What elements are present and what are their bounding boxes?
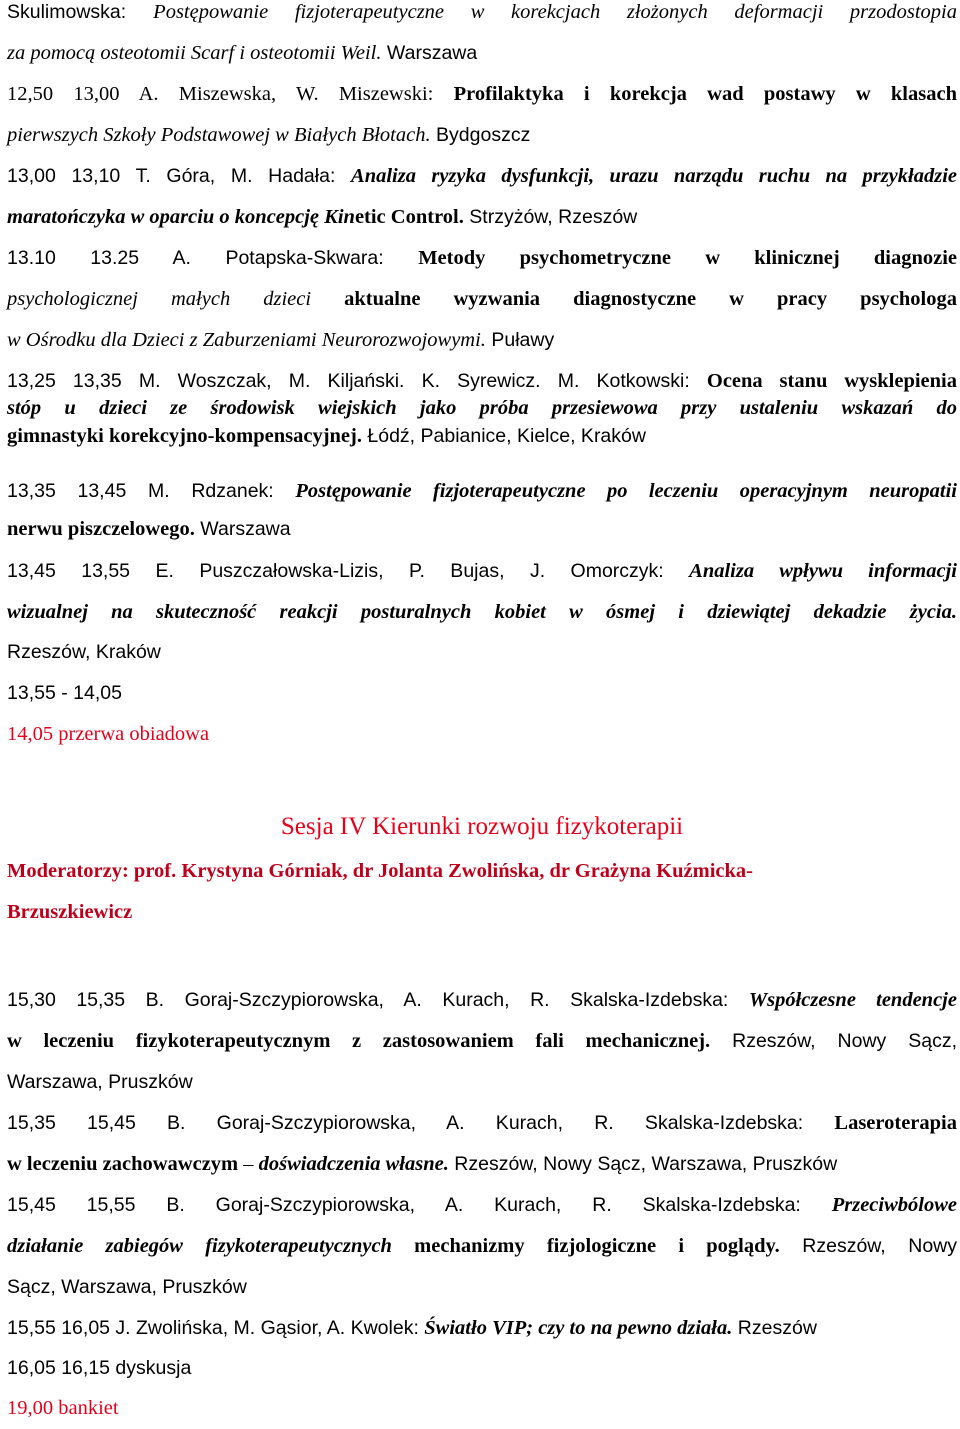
- entry-title: Ocena stanu wysklepienia: [706, 370, 957, 392]
- entry-title: Przeciwbólowe: [831, 1194, 957, 1216]
- entry-title: w leczeniu fizykoterapeutycznym z zastosowaniem fali mechanicznej.: [7, 1030, 711, 1052]
- moderators-text: Moderatorzy: prof. Krystyna Górniak, dr Jolanta Zwolińska, dr Grażyna Kuźmicka-: [7, 860, 753, 882]
- entry-6-line-2: [7, 592, 957, 633]
- entry-time-authors: 15,35 15,45 B. Goraj-Szczypiorowska, A. Kurach, R. Skalska-Izdebska:: [7, 1112, 835, 1134]
- entry-title: Analiza wpływu informacji: [689, 560, 957, 582]
- entry-time-authors: 15,45 15,55 B. Goraj-Szczypiorowska, A. Kurach, R. Skalska-Izdebska:: [7, 1194, 832, 1216]
- session-title: Sesja IV Kierunki rozwoju fizykoterapii: [280, 813, 684, 840]
- lunch-break: [7, 714, 957, 755]
- entry-place: Warszawa: [381, 42, 478, 64]
- entry-3-line-3: [7, 320, 957, 361]
- moderators-text: Brzuszkiewicz: [7, 901, 133, 923]
- entry-time-authors: 12,50 13,00 A. Miszewska, W. Miszewski:: [7, 83, 454, 105]
- entry-8-line-2: [7, 1021, 957, 1062]
- entry-title: gimnastyki korekcyjno-kompensacyjnej.: [7, 425, 362, 447]
- entry-title: w leczeniu zachowawczym: [7, 1153, 239, 1175]
- entry-place: Sącz, Warszawa, Pruszków: [7, 1276, 247, 1298]
- entry-8-line-1: [7, 980, 957, 1021]
- banquet: [7, 1388, 957, 1429]
- entry-title: w Ośrodku dla Dzieci z Zaburzeniami Neurorozwojowymi.: [7, 329, 486, 351]
- session-heading: [7, 806, 957, 847]
- entry-place: Warszawa: [194, 518, 291, 540]
- moderators-line-1: [7, 851, 957, 892]
- entry-10-line-3: [7, 1267, 957, 1308]
- entry-title: Światło VIP; czy to na pewno działa.: [424, 1317, 733, 1339]
- entry-title: Metody psychometryczne w klinicznej diagnozie: [418, 247, 958, 269]
- banquet-text: 19,00 bankiet: [7, 1397, 119, 1419]
- entry-title: stóp u dzieci ze środowisk wiejskich jako próba przesiewowa przy ustaleniu wskazań do: [7, 397, 957, 419]
- entry-time: 13,55 - 14,05: [7, 682, 122, 704]
- entry-5-line-2: [7, 509, 957, 550]
- entry-place: Bydgoszcz: [430, 124, 531, 146]
- entry-place: Strzyżów, Rzeszów: [463, 206, 638, 228]
- entry-8-line-3: [7, 1062, 957, 1103]
- entry-time-authors: 13,25 13,35 M. Woszczak, M. Kiljański. K. Syrewicz. M. Kotkowski:: [7, 370, 707, 392]
- entry-9-line-1: [7, 1103, 957, 1144]
- entry-title: etic Control.: [354, 206, 464, 228]
- entry-4-line-2: [7, 394, 957, 422]
- entry-title: mechanizmy fizjologiczne i poglądy.: [391, 1235, 780, 1257]
- entry-place: Rzeszów, Nowy Sącz, Warszawa, Pruszków: [448, 1153, 838, 1175]
- entry-6-line-3: [7, 632, 957, 673]
- entry-title: pierwszych Szkoły Podstawowej w Białych Błotach.: [7, 124, 431, 146]
- entry-10-line-2: [7, 1226, 957, 1267]
- lunch-text: 14,05 przerwa obiadowa: [7, 723, 210, 745]
- entry-title: Analiza ryzyka dysfunkcji, urazu narządu ruchu na przykładzie: [351, 165, 958, 187]
- entry-place: Rzeszów, Kraków: [7, 641, 161, 663]
- entry-title: psychologicznej małych dzieci: [7, 288, 312, 310]
- entry-time-authors: 13.10 13.25 A. Potapska-Skwara:: [7, 247, 419, 269]
- entry-place: Rzeszów, Nowy Sącz,: [710, 1030, 957, 1052]
- entry-title: Postępowanie fizjoterapeutyczne w korekcjach złożonych deformacji przodostopia: [153, 1, 957, 23]
- entry-title: maratończyka w oparciu o koncepcję Kin: [7, 206, 355, 228]
- entry-title: Współczesne tendencje: [748, 989, 957, 1011]
- entry-title: nerwu piszczelowego.: [7, 518, 195, 540]
- entry-3-line-1: [7, 238, 957, 279]
- entry-place: Łódź, Pabianice, Kielce, Kraków: [361, 425, 646, 447]
- entry-time-authors: 15,30 15,35 B. Goraj-Szczypiorowska, A. Kurach, R. Skalska-Izdebska:: [7, 989, 749, 1011]
- entry-6-line-1: [7, 551, 957, 592]
- entry-3-line-2: [7, 279, 957, 320]
- entry-time-authors: 13,00 13,10 T. Góra, M. Hadała:: [7, 165, 352, 187]
- entry-9-line-2: [7, 1144, 957, 1185]
- entry-title: Postępowanie fizjoterapeutyczne po leczeniu operacyjnym neuropatii: [295, 480, 957, 502]
- entry-title: aktualne wyzwania diagnostyczne w pracy psychologa: [311, 288, 957, 310]
- entry-place: Warszawa, Pruszków: [7, 1071, 193, 1093]
- entry-2-line-1: [7, 156, 957, 197]
- entry-11: [7, 1308, 957, 1349]
- entry-time-authors: 13,35 13,45 M. Rdzanek:: [7, 480, 296, 502]
- entry-place: Rzeszów: [732, 1317, 817, 1339]
- entry-time: 16,05 16,15 dyskusja: [7, 1357, 192, 1379]
- entry-0-line-2: [7, 33, 957, 74]
- entry-time-authors: 13,45 13,55 E. Puszczałowska-Lizis, P. Bujas, J. Omorczyk:: [7, 560, 690, 582]
- entry-author: Skulimowska:: [7, 1, 154, 23]
- entry-title: wizualnej na skuteczność reakcji posturalnych kobiet w ósmej i dziewiątej dekadzie życia.: [7, 601, 957, 623]
- entry-4-line-3: [7, 422, 957, 450]
- entry-7: [7, 673, 957, 714]
- entry-title: Laseroterapia: [834, 1112, 957, 1134]
- entry-title: działanie zabiegów fizykoterapeutycznych: [7, 1235, 392, 1257]
- dash: –: [238, 1153, 259, 1175]
- entry-5-line-1: [7, 471, 957, 512]
- entry-1-line-1: [7, 74, 957, 115]
- entry-12: [7, 1348, 957, 1389]
- entry-0-line-1: [7, 0, 957, 33]
- entry-title: za pomocą osteotomii Scarf i osteotomii Weil.: [7, 42, 382, 64]
- entry-place: Puławy: [485, 329, 555, 351]
- entry-title: doświadczenia własne.: [258, 1153, 449, 1175]
- entry-time-authors: 15,55 16,05 J. Zwolińska, M. Gąsior, A. Kwolek:: [7, 1317, 425, 1339]
- entry-2-line-2: [7, 197, 957, 238]
- moderators-line-2: [7, 892, 957, 933]
- entry-place: Rzeszów, Nowy: [779, 1235, 957, 1257]
- entry-10-line-1: [7, 1185, 957, 1226]
- entry-title: Profilaktyka i korekcja wad postawy w klasach: [453, 83, 957, 105]
- entry-1-line-2: [7, 115, 957, 156]
